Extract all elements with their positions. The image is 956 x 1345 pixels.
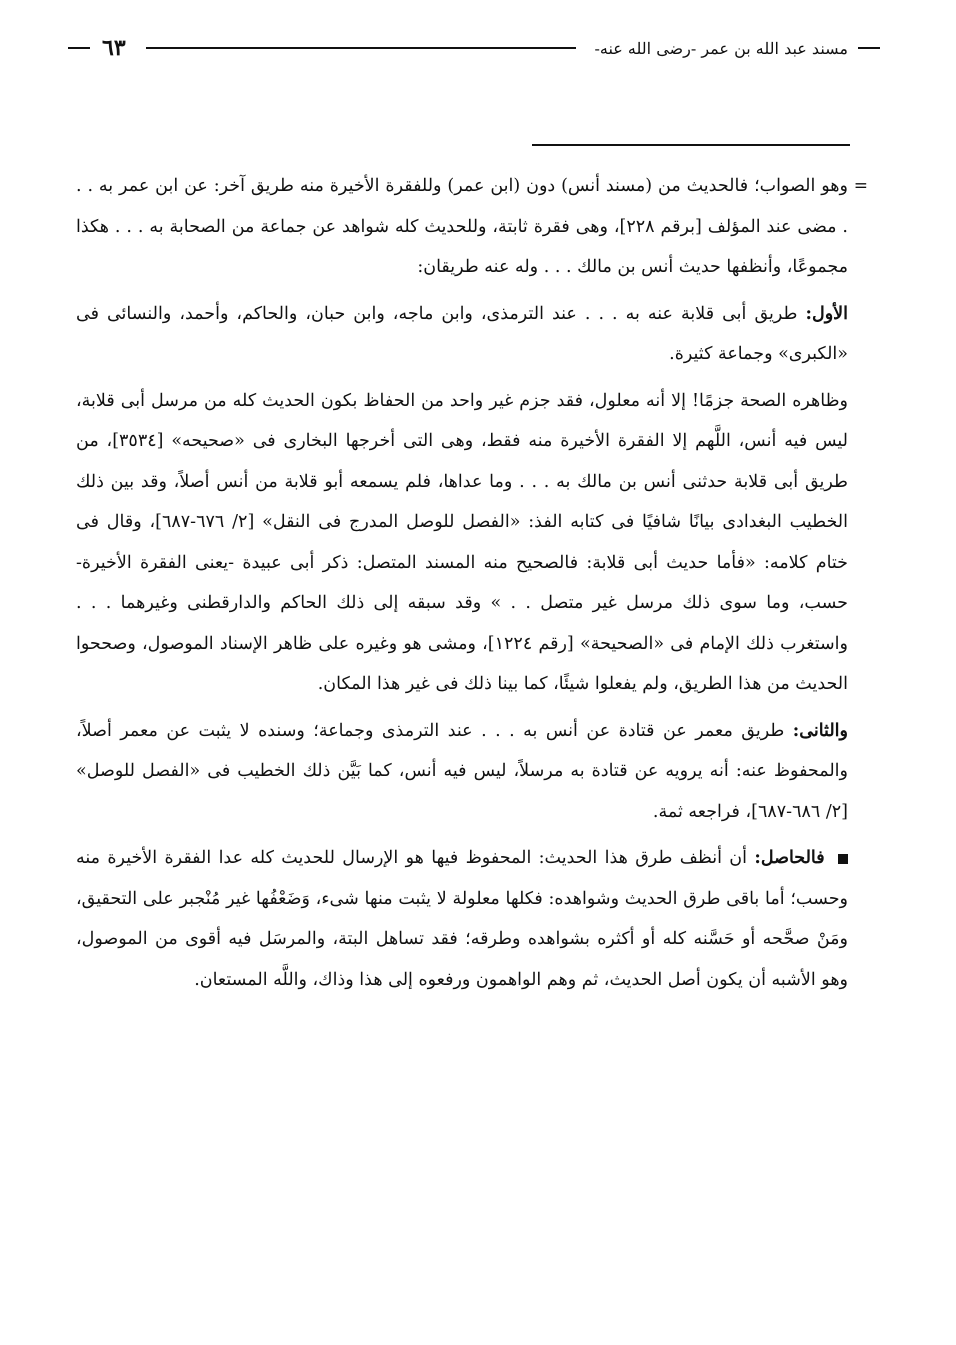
paragraph-text: طريق معمر عن قتادة عن أنس به . . . عند الترمذى وجماعة؛ وسنده لا يثبت عن معمر أصلاً، والمحفوظ عنه: أنه يرويه عن قتادة به مرسلاً، ليس فيه أنس، كما بَيَّن ذلك الخطيب فى «الفصل للوصل» [٢/ ٦٨٦-٦٨٧]، فراجعه ثمة. xyxy=(76,720,848,822)
paragraph-lead: فالحاصل: xyxy=(754,848,825,868)
header-dash-right xyxy=(858,47,880,49)
paragraph-text: طريق أبى قلابة عنه به . . . عند الترمذى، وابن ماجه، وابن حبان، والحاكم، وأحمد، والنسائى فى «الكبرى» وجماعة كثيرة. xyxy=(76,303,848,364)
footnote-body xyxy=(76,166,868,1006)
footnote-paragraph-5 xyxy=(76,838,848,1000)
page-number: ٦٣ xyxy=(102,35,126,61)
continuation-mark: = xyxy=(853,176,868,196)
footnote-paragraph-1 xyxy=(76,166,868,288)
footnote-paragraph-3 xyxy=(76,381,848,705)
paragraph-text: وهو الصواب؛ فالحديث من (مسند أنس) دون (ابن عمر) وللفقرة الأخيرة منه طريق آخر: عن ابن عمر به . . . مضى عند المؤلف [برقم ٢٢٨]، وهى فقرة ثابتة، وللحديث كله شواهد عن جماعة من الصحابة به . . . هكذا مجموعًا، وأنظفها حديث أنس بن مالك . . . وله عنه طريقان: xyxy=(76,176,848,277)
square-bullet-icon xyxy=(838,854,848,864)
paragraph-lead: الأول: xyxy=(805,303,848,324)
header-dash-left xyxy=(68,47,90,49)
paragraph-lead: والثانى: xyxy=(792,720,848,741)
footnote-separator xyxy=(532,144,850,146)
header-rule xyxy=(146,47,577,49)
running-title: مسند عبد الله بن عمر -رضى الله عنه- xyxy=(594,38,848,58)
footnote-paragraph-2 xyxy=(76,294,848,375)
running-header xyxy=(68,28,880,68)
footnote-paragraph-4 xyxy=(76,711,848,833)
paragraph-text: وظاهره الصحة جزمًا! إلا أنه معلول، فقد جزم غير واحد من الحفاظ بكون الحديث كله من مرسل أبى قلابة، ليس فيه أنس، اللَّهم إلا الفقرة الأخيرة منه فقط، وهى التى أخرجها البخارى فى «صحيحه» [٣٥٣٤]، من طريق أبى قلابة حدثنى أنس بن مالك به . . . وما عداها، فلم يسمعه أبو قلابة من أنس أصلاً، وقد بين ذلك الخطيب البغدادى بيانًا شافيًا فى كتابه الفذ: «الفصل للوصل المدرج فى النقل» [٢/ ٦٧٦-٦٨٧]، وقال فى ختام كلامه: «فأما حديث أبى قلابة: فالصحيح منه المسند المتصل: ذكر أبى عبيدة -يعنى الفقرة الأخيرة- حسب، وما سوى ذلك مرسل غير متصل . . » وقد سبقه إلى ذلك الحاكم والدارقطنى وغيرهما . . . واستغرب ذلك الإمام فى «الصحيحة» [رقم ١٢٢٤]، ومشى هو وغيره على ظاهر الإسناد الموصول، وصححوا الحديث من هذا الطريق، ولم يفعلوا شيئًا، كما بينا ذلك فى غير هذا المكان. xyxy=(76,390,849,694)
paragraph-text: أن أنظف طرق هذا الحديث: المحفوظ فيها هو الإرسال للحديث كله عدا الفقرة الأخيرة منه وحسب؛ أما باقى طرق الحديث وشواهده: فكلها معلولة لا يثبت منها شىء، وَضَعْفُها غير مُنْجبر على التحقيق، ومَنْ صحَّحه أو حَسَّنه كله أو أكثره بشواهده وطرقه؛ فقد تساهل البتة، والمرسَل فيه أقوى من الموصول، وهو الأشبه أن يكون أصل الحديث، ثم وهم الواهمون ورفعوه إلى هذا وذاك، واللَّه المستعان. xyxy=(76,848,848,990)
